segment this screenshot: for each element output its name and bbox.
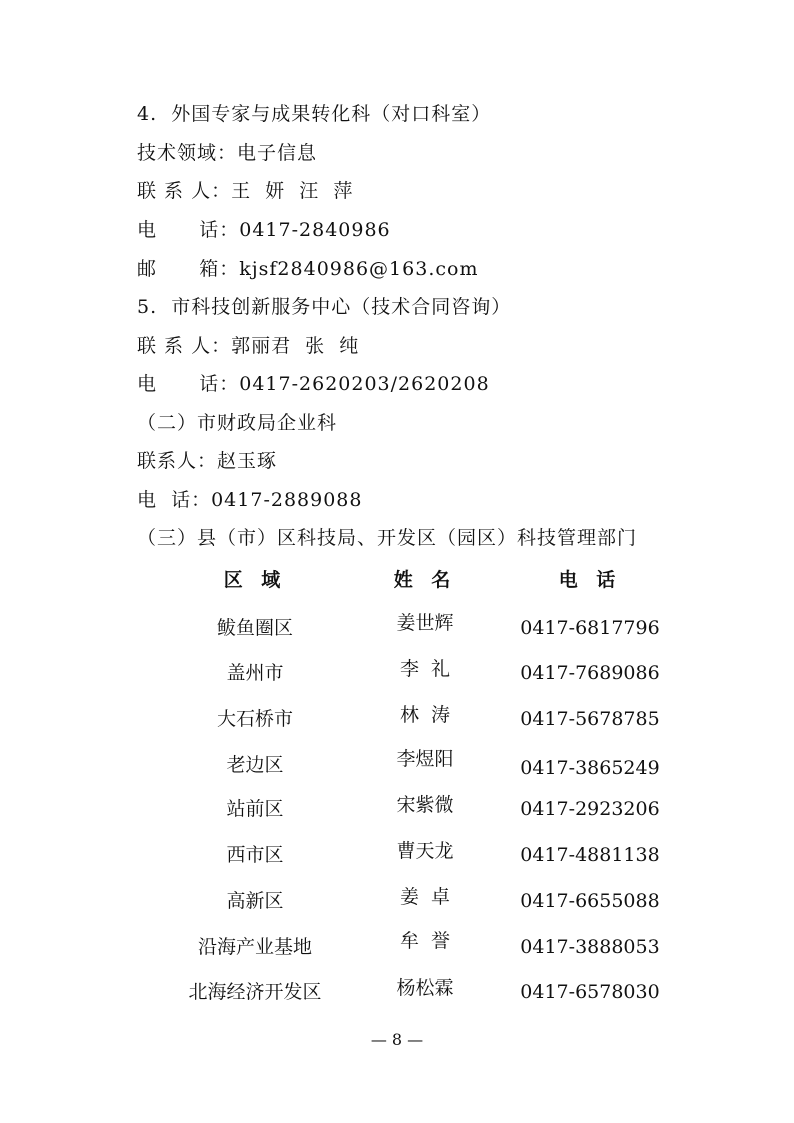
phone-line <box>137 488 363 512</box>
page-number: — 8 — <box>370 1030 424 1049</box>
cell-phone: 0417-4881138 <box>520 844 660 866</box>
cell-name: 姜世辉 <box>396 612 454 634</box>
header-name: 姓 名 <box>393 569 457 591</box>
table-header <box>160 568 680 598</box>
line-label: 技术领域： <box>137 142 238 164</box>
cell-phone: 0417-7689086 <box>520 662 660 684</box>
line-value: 0417-2889088 <box>211 489 363 511</box>
line-value: 郭丽君 张 纯 <box>231 335 360 357</box>
cell-name: 宋紫微 <box>396 794 454 816</box>
cell-phone: 0417-3888053 <box>520 936 660 958</box>
cell-name: 李 礼 <box>399 658 451 680</box>
line-label: （三）县（市）区科技局、开发区（园区）科技管理部门 <box>137 527 638 549</box>
cell-name: 曹天龙 <box>396 840 454 862</box>
section-heading-finance-bureau <box>137 411 337 435</box>
email-line <box>137 257 478 281</box>
table-row <box>160 658 680 691</box>
line-value: 0417-2840986 <box>239 219 391 241</box>
cell-phone: 0417-2923206 <box>520 798 660 820</box>
line-label: 5. 市科技创新服务中心（技术合同咨询） <box>137 296 512 318</box>
header-district: 区 域 <box>223 569 287 591</box>
line-label: 联 系 人： <box>137 180 232 202</box>
contact-person-line <box>137 449 277 473</box>
cell-district: 西市区 <box>226 844 284 866</box>
line-label: 电 话： <box>137 489 212 511</box>
cell-district: 老边区 <box>226 754 284 776</box>
cell-phone: 0417-6578030 <box>520 981 660 1003</box>
phone-line <box>137 218 391 242</box>
cell-phone: 0417-6817796 <box>520 617 660 639</box>
cell-district: 盖州市 <box>226 662 284 684</box>
header-phone: 电 话 <box>558 569 622 591</box>
cell-name: 林 涛 <box>399 704 451 726</box>
table-row <box>160 977 680 1010</box>
cell-district: 沿海产业基地 <box>197 936 312 958</box>
line-label: 联系人： <box>137 450 218 472</box>
cell-district: 站前区 <box>226 798 284 820</box>
section-heading-district-departments <box>137 526 637 550</box>
cell-name: 牟 誉 <box>399 930 451 952</box>
cell-name: 李煜阳 <box>396 748 454 770</box>
cell-name: 杨松霖 <box>396 977 454 999</box>
line-value: 电子信息 <box>237 142 318 164</box>
line-label: 电 话： <box>137 373 240 395</box>
contact-person-line <box>137 179 353 203</box>
cell-district: 北海经济开发区 <box>188 981 322 1003</box>
line-label: 邮 箱： <box>137 258 240 280</box>
cell-phone: 0417-6655088 <box>520 890 660 912</box>
tech-field-line <box>137 141 317 165</box>
table-row <box>160 794 680 827</box>
cell-district: 鲅鱼圈区 <box>216 617 293 639</box>
line-label: 电 话： <box>137 219 240 241</box>
line-label: 4. 外国专家与成果转化科（对口科室） <box>137 103 492 125</box>
table-row <box>160 930 680 965</box>
cell-district: 高新区 <box>226 890 284 912</box>
cell-district: 大石桥市 <box>216 708 293 730</box>
line-value: 王 妍 汪 萍 <box>231 180 354 202</box>
phone-line <box>137 372 490 396</box>
table-row <box>160 748 680 783</box>
line-value: 0417-2620203/2620208 <box>239 373 490 395</box>
line-value: 赵玉琢 <box>217 450 278 472</box>
contact-person-line <box>137 334 359 358</box>
cell-name: 姜 卓 <box>399 886 451 908</box>
section-heading-innovation-center <box>137 295 511 319</box>
cell-phone: 0417-3865249 <box>520 757 660 779</box>
table-row <box>160 840 680 873</box>
line-value: kjsf2840986@163.com <box>239 258 479 280</box>
table-row <box>160 612 680 646</box>
cell-phone: 0417-5678785 <box>520 708 660 730</box>
line-label: （二）市财政局企业科 <box>137 412 338 434</box>
line-label: 联 系 人： <box>137 335 232 357</box>
section-heading-foreign-experts <box>137 102 491 126</box>
table-row <box>160 704 680 737</box>
table-row <box>160 886 680 919</box>
